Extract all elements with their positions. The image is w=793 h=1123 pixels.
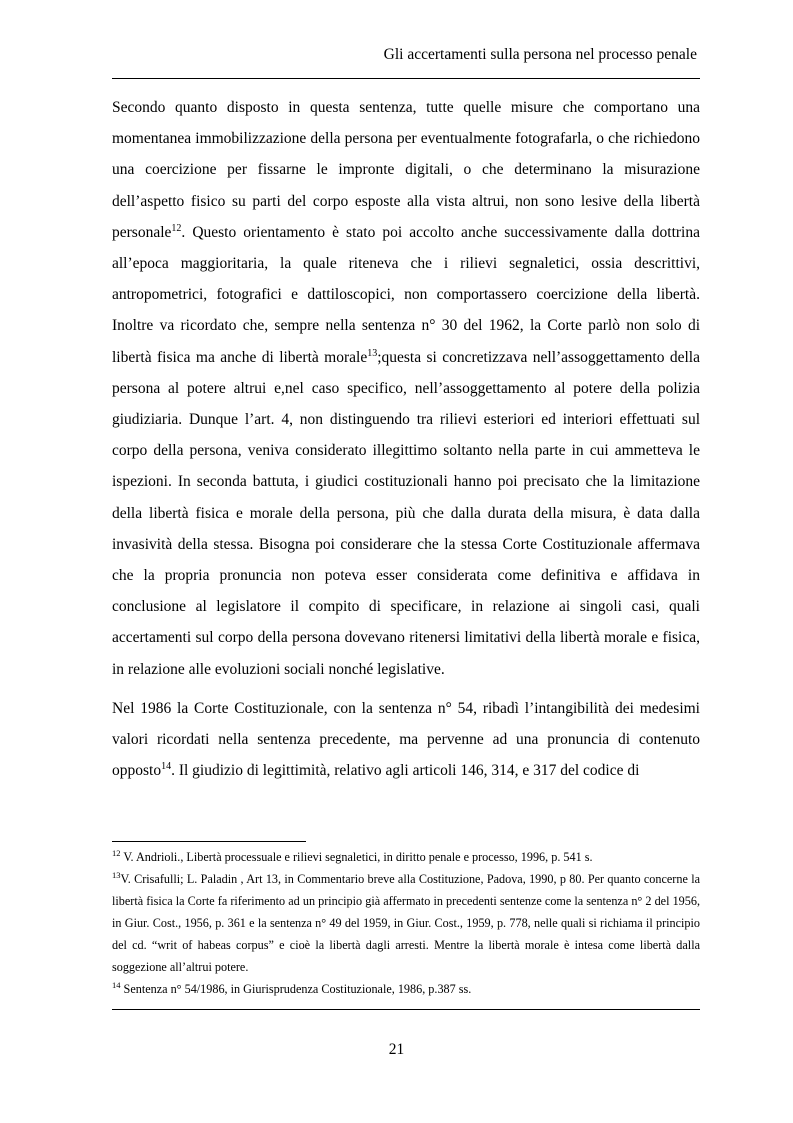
paragraph <box>112 693 700 787</box>
paragraph-text: Nel 1986 la Corte Costituzionale, con la sentenza n° 54, ribadì l’intangibilità dei medesimi valori ricordati nella sentenza precedente, ma pervenne ad una pronuncia di contenuto opposto <box>112 699 700 780</box>
main-text <box>112 92 700 786</box>
paragraph-text: ;questa si concretizzava nell’assoggettamento della persona al potere altrui e,nel caso specifico, nell’assoggettamento al potere della polizia giudiziaria. Dunque l’art. 4, non distinguendo tra rilievi esteriori ed interiori effettuati sul corpo della persona, veniva considerato illegittimo soltanto nella parte in cui ammetteva le ispezioni. In seconda battuta, i giudici costituzionali hanno poi precisato che la limitazione della libertà fisica e morale della persona, più che dalla durata della misura, è data dalla invasività della stessa. Bisogna poi considerare che la stessa Corte Costituzionale affermava che la propria pronuncia non poteva esser considerata come definitiva e affidava in conclusione al legislatore il compito di specificare, in relazione ai singoli casi, quali accertamenti sul corpo della persona dovevano ritenersi limitativi della libertà morale e fisica, in relazione alle evoluzioni sociali nonché legislative. <box>112 348 700 678</box>
paragraph <box>112 92 700 685</box>
footnote-ref-14[interactable]: 14 <box>161 761 172 773</box>
footnote-text: V. Crisafulli; L. Paladin , Art 13, in Commentario breve alla Costituzione, Padova, 1990, p 80. Per quanto concerne la libertà fisica la Corte fa riferimento ad un principio già affermato in precedenti sentenze come la sentenza n° 2 del 1956, in Giur. Cost., 1956, p. 361 e la sentenza n° 49 del 1959, in Giur. Cost., 1959, p. 778, nelle quali si richiama il principio del cd. “writ of habeas corpus” e cioè la libertà dagli arresti. Mentre la libertà morale è intesa come libertà dalla soggezione all’altrui potere. <box>112 872 700 974</box>
footnote-separator <box>112 841 306 842</box>
footnote-12 <box>112 846 700 868</box>
footnote-14 <box>112 978 700 1000</box>
footnote-13 <box>112 868 700 978</box>
page-number: 21 <box>388 1041 405 1058</box>
footnote-ref-12[interactable]: 12 <box>171 222 182 234</box>
footnote-text: V. Andrioli., Libertà processuale e rilievi segnaletici, in diritto penale e processo, 1996, p. 541 s. <box>120 850 593 864</box>
paragraph-text: Secondo quanto disposto in questa sentenza, tutte quelle misure che comportano una momentanea immobilizzazione della persona per eventualmente fotografarla, o che richiedono una coercizione per fissarne le impronte digitali, o che determinano la misurazione dell’aspetto fisico su parti del corpo esposte alla vista altrui, non sono lesive della libertà personale <box>112 99 700 241</box>
header-rule <box>112 78 700 79</box>
paragraph-text: . Il giudizio di legittimità, relativo agli articoli 146, 314, e 317 del codice di <box>171 762 640 780</box>
paragraph-text: . Questo orientamento è stato poi accolto anche successivamente dalla dottrina all’epoca maggioritaria, la quale riteneva che i rilievi segnaletici, ossia descrittivi, antropometrici, fotografici e dattiloscopici, non comportassero coercizione della libertà. Inoltre va ricordato che, sempre nella sentenza n° 30 del 1962, la Corte parlò non solo di libertà fisica ma anche di libertà morale <box>112 223 700 366</box>
running-title: Gli accertamenti sulla persona nel processo penale <box>383 46 697 63</box>
footnote-text: Sentenza n° 54/1986, in Giurisprudenza Costituzionale, 1986, p.387 ss. <box>120 982 472 996</box>
footnote-number: 14 <box>112 979 121 990</box>
footnotes <box>112 846 700 1000</box>
footnote-number: 12 <box>112 847 121 858</box>
footnote-number: 13 <box>112 869 121 880</box>
footer-rule <box>112 1009 700 1010</box>
footnote-ref-13[interactable]: 13 <box>367 347 378 359</box>
